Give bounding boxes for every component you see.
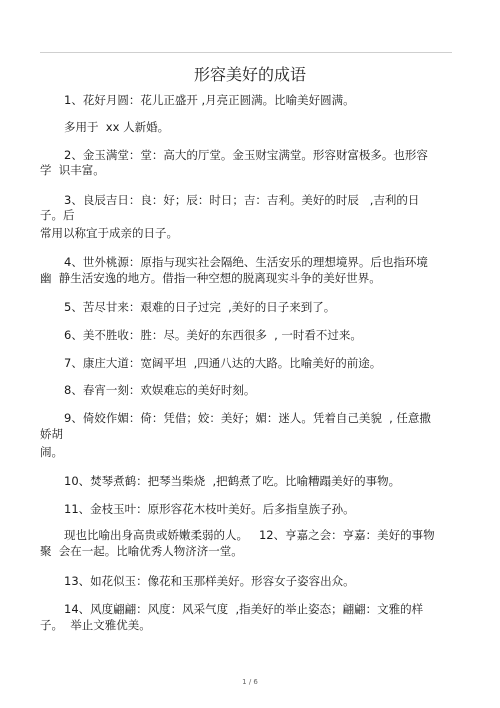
text-line: 常用以称宜于成亲的日子。 — [40, 226, 178, 240]
text-line: 5、苦尽甘来：艰难的日子过完 ,美好的日子来到了。 — [64, 300, 336, 314]
text-line: 1、花好月圆：花儿正盛开 ,月亮正圆满。比喻美好圆满。 — [64, 93, 355, 107]
text-line: 6、美不胜收：胜：尽。美好的东西很多 , 一时看不过来。 — [64, 328, 362, 342]
text-line: 多用于 xx 人新婚。 — [64, 120, 170, 134]
text-line: 8、春宵一刻：欢娱难忘的美好时刻。 — [64, 383, 256, 397]
text-line: 闹。 — [40, 445, 63, 459]
text-line: 9、倚姣作媚：倚：凭借；姣：美好；媚：迷人。凭着自己美貌 , 任意撒 — [64, 411, 431, 425]
text-line: 幽 静生活安逸的地方。借指一种空想的脱离现实斗争的美好世界。 — [40, 271, 381, 285]
text-line: 现也比喻出身高贵或娇嫩柔弱的人。 12、亨嘉之会：亨嘉：美好的事物 — [64, 528, 435, 542]
text-line: 娇胡 — [40, 427, 63, 441]
text-line: 2、金玉满堂：堂：高大的厅堂。金玉财宝满堂。形容财富极多。也形容 — [64, 148, 428, 162]
text-line: 11、金枝玉叶：原形容花木枝叶美好。后多指皇族子孙。 — [64, 502, 355, 516]
text-line: 子。 举止文雅优美。 — [40, 618, 151, 632]
text-line: 聚 会在一起。比喻优秀人物济济一堂。 — [40, 544, 243, 558]
text-line: 子。后 — [40, 208, 75, 222]
text-line: 10、焚琴煮鹤：把琴当柴烧 ,把鹤煮了吃。比喻糟蹋美好的事物。 — [64, 474, 401, 488]
page-title: 形容美好的成语 — [193, 65, 306, 84]
header-rule — [40, 52, 452, 53]
text-line: 14、风度翩翩：风度：风采气度 ,指美好的举止姿态；翩翩：文雅的样 — [64, 602, 424, 616]
page-number: 1 / 6 — [242, 678, 258, 686]
text-line: 13、如花似玉：像花和玉那样美好。形容女子姿容出众。 — [64, 574, 355, 588]
text-line: 4、世外桃源：原指与现实社会隔绝、生活安乐的理想境界。后也指环境 — [64, 255, 428, 269]
text-line: 学 识丰富。 — [40, 163, 105, 177]
text-line: 3、良辰吉日：良：好；辰：时日；吉：吉利。美好的时辰 ,吉利的日 — [64, 193, 420, 207]
text-line: 7、康庄大道：宽阔平坦 ,四通八达的大路。比喻美好的前途。 — [64, 356, 382, 370]
